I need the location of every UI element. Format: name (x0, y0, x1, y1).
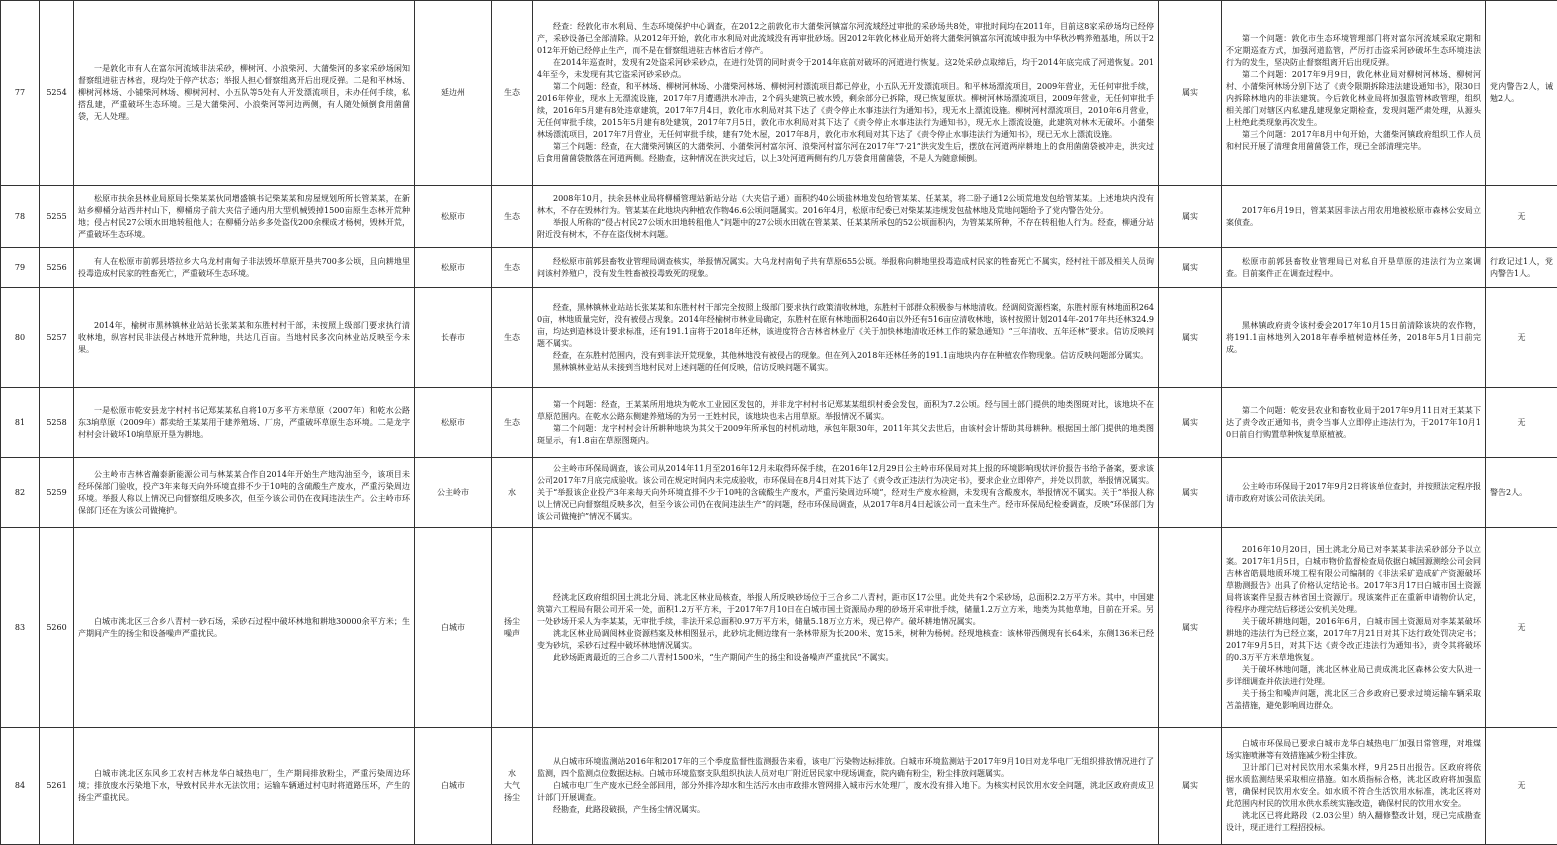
table-row (1, 458, 1557, 528)
pollution-type-cell: 生态 (492, 248, 533, 288)
admin-region-cell: 白城市 (415, 728, 492, 845)
case-id-cell: 5259 (40, 458, 74, 528)
table-row (1, 528, 1557, 728)
row-seq-cell: 80 (1, 288, 40, 388)
verdict-cell: 属实 (1159, 186, 1222, 248)
admin-region-cell: 松原市 (415, 186, 492, 248)
table-row (1, 728, 1557, 845)
table-row (1, 1, 1557, 186)
accountability-cell: 党内警告2人，诫勉2人。 (1486, 1, 1557, 186)
table-row (1, 248, 1557, 288)
row-seq-cell: 78 (1, 186, 40, 248)
table-row (1, 186, 1557, 248)
accountability-cell: 无 (1486, 728, 1557, 845)
rectification-cell: 黑林镇政府责令该村委会2017年10月15日前清除该块的农作物，将191.1亩林地列入2018年春季植树造林任务，2018年5月1日前完成。 (1222, 288, 1486, 388)
admin-region-cell: 延边州 (415, 1, 492, 186)
complaint-cell: 公主岭市吉林省瀚泰新能源公司与林某某合作自2014年开始生产地沟油至今，该项目未经环保部门验收，投产3年来每天向外环境直排不少于10吨的含硫酸生产废水，严重污染周边环境。举报人称以上情况已向督察组反映多次，但至今该公司仍在夜间违法生产。公主岭市环保部门还在为该公司做掩护。 (74, 458, 415, 528)
table-row (1, 288, 1557, 388)
row-seq-cell: 83 (1, 528, 40, 728)
accountability-cell: 警告2人。 (1486, 458, 1557, 528)
admin-region-cell: 长春市 (415, 288, 492, 388)
verdict-cell: 属实 (1159, 388, 1222, 458)
rectification-cell: 2016年10月20日，国土洮北分局已对李某某非法采砂部分予以立案。2017年1月5日，白城市物价监督检查局依据白城国源测绘公司会同吉林省皓晨地质环境工程有限公司编制的《非法采矿造成矿产资源破坏草勘测报告》出具了价格认定结论书。2017年3月17日白城市国土资源局将该案件呈报吉林省国土资源厅。现该案件正在重新申请物价认定，待程序办理完结后移送公安机关处理。 关于破坏耕地问题，2016年6月，白城市国土资源局对李某某破坏耕地的违法行为已经立案，2017年7月21日对其下达行政处罚决定书；2017年9月5日，对其下达《责令改正违法行为通知书》，责令其将破坏的0.3万平方米草地恢复。 关于破坏林地问题，洮北区林业局已责成洮北区森林公安大队进一步详细调查并依法进行处理。 关于扬尘和噪声问题，洮北区三合乡政府已要求过境运输车辆采取苫盖措施，避免影响周边群众。 (1222, 528, 1486, 728)
complaint-cell: 一是松原市乾安县龙字村村书记郑某某私自将10万多平方米草原（2007年）和乾水公路东3垧草原（2009年）都卖给王某某用于建养殖场、厂房，严重破坏草原生态环境。二是龙字村村会计破坏10垧草原开垦为耕地。 (74, 388, 415, 458)
verdict-cell: 属实 (1159, 528, 1222, 728)
investigation-cell: 经洮北区政府组织国土洮北分局、洮北区林业局核查，举报人所反映砂场位于三合乡二八青村，距市区17公里。此处共有2个采砂场，总面积2.2万平方米。其中，中国建筑第六工程局有限公司开采一处，面积1.2万平方米，于2017年7月10日在白城市国土资源局办理的砂场开采审批手续，储量1.2万立方米，地类为其他草地，目前在开采。另一处砂场开采人为李某某，无审批手续，非法开采总面积0.97万平方米，储量5.18万立方米，现已停产。破坏耕地情况属实。 洮北区林业局调阅林业资源档案及林相图显示，此砂坑北侧边缘有一条林带原为长200米、宽15米，树种为杨树。经现地核查：该林带西侧现有长64米，东侧136米已经变为砂坑，采砂石过程中破坏林地情况属实。 此砂场距离最近的三合乡二八青村1500米，“生产期间产生的扬尘和设备噪声严重扰民”不属实。 (533, 528, 1159, 728)
complaint-cell: 白城市洮北区东风乡工农村吉林龙华白城热电厂，生产期间排放粉尘，严重污染周边环境；排放废水污染地下水，导致村民井水无法饮用；运输车辆通过村屯时将道路压坏，产生的扬尘严重扰民。 (74, 728, 415, 845)
case-id-cell: 5261 (40, 728, 74, 845)
investigation-cell: 2008年10月，扶余县林业局将柳桶管理站新站分站（大夹信子通）面积约40公顷盐林地发包给管某某、任某某，将二卧子通12公顷荒地发包给管某某。上述地块内没有林木，不存在毁林行为。管某某在此地块内种植农作物46.6公顷问题属实。2016年4月，松原市纪委已对柴某某违规发包盐林地及荒地问题给予了党内警告处分。 举报人所称的“侵占村民27公顷水田地转租他人”问题中的27公顷水田就在管某某、任某某所承包的52公顷面积内，为管某某所种，不存在转租他人行为。经查，柳通分站附近没有树木，不存在盗伐树木问题。 (533, 186, 1159, 248)
investigation-cell: 公主岭市环保局调查，该公司从2014年11月至2016年12月未取得环保手续，在2016年12月29日公主岭市环保局对其上报的环境影响现状评价报告书给予备案，要求该公司2017年7月底完成验收。该公司在规定时间内未完成验收，市环保局在8月4日对其下达了《责令改正违法行为决定书》，要求企业立即停产，并处以罚款，举报情况属实。关于“举报该企业投产3年来每天向外环境直排不少于10吨的含硫酸生产废水，严重污染周边环境”，经对生产废水检测，未发现有含酸废水，举报情况不属实。关于“举报人称以上情况已向督察组反映多次，但至今该公司仍在夜间违法生产”的问题，经市环保局调查，从2017年8月4日起该公司一直未生产。经市环保局纪检委调查，反映“环保部门为该公司做掩护”情况不属实。 (533, 458, 1159, 528)
row-seq-cell: 82 (1, 458, 40, 528)
rectification-cell: 松原市前郭县畜牧业管理局已对私自开垦草原的违法行为立案调查。目前案件正在调查过程中。 (1222, 248, 1486, 288)
case-id-cell: 5255 (40, 186, 74, 248)
complaint-cell: 松原市扶余县林业局原局长柴某某伙同增盛镇书记柴某某和房屋规划所所长管某某，在新站乡柳桶分站西井村山下，柳桶房子前大夹信子通内用大型机械毁掉1500亩原生态林开荒种地；侵占村民27公顷水田地转租他人；在柳桶分站乡多处盗伐200余棵成才杨树，毁林开荒，严重破坏生态环境。 (74, 186, 415, 248)
complaint-cell: 白城市洮北区三合乡八青村一砂石场，采砂石过程中破坏林地和耕地30000余平方米；生产期间产生的扬尘和设备噪声严重扰民。 (74, 528, 415, 728)
admin-region-cell: 公主岭市 (415, 458, 492, 528)
case-id-cell: 5258 (40, 388, 74, 458)
verdict-cell: 属实 (1159, 728, 1222, 845)
table-row (1, 388, 1557, 458)
row-seq-cell: 77 (1, 1, 40, 186)
row-seq-cell: 84 (1, 728, 40, 845)
rectification-cell: 2017年6月19日，管某某因非法占用农用地被松原市森林公安局立案侦查。 (1222, 186, 1486, 248)
accountability-cell: 无 (1486, 288, 1557, 388)
verdict-cell: 属实 (1159, 1, 1222, 186)
investigation-cell: 第一个问题：经查，王某某所用地块为乾水工业园区发包的，并非龙字村村书记郑某某组织村委会发包，面积为7.2公顷。经与国土部门提供的地类图斑对比，该地块不在草原范围内。在乾水公路东侧建养殖场的为另一王姓村民，该地块也未占用草原。举报情况不属实。 第二个问题：龙字村村会计所耕种地块为其父于2009年所承包的村机动地，承包年限30年，2011年其父去世后，由该村会计帮助其母耕种。根据国土部门提供的地类图斑显示，有1.8亩在草原图斑内。 (533, 388, 1159, 458)
rectification-cell: 第一个问题：敦化市生态环境管理部门将对富尔河流域采取定期和不定期巡查方式，加强河道监管，严厉打击盗采河砂破坏生态环境违法行为的发生，坚决防止督察组离开后出现反弹。 第二个问题：2017年9月9日，敦化林业局对柳树河林场、柳树河村、小蒲柴河林场分别下达了《责令限期拆除违法建设通知书》，限30日内拆除林地内的非法建筑。今后敦化林业局将加强监管林政管理，组织相关部门对辖区内私建乱建现象定期检查，发现问题严肃处理，从源头上杜绝此类现象再次发生。 第三个问题：2017年8月中旬开始，大蒲柴河镇政府组织工作人员和村民开展了清理食用菌菌袋工作，现已全部清理完毕。 (1222, 1, 1486, 186)
admin-region-cell: 松原市 (415, 248, 492, 288)
accountability-cell: 行政记过1人，党内警告1人。 (1486, 248, 1557, 288)
admin-region-cell: 白城市 (415, 528, 492, 728)
complaint-cell: 有人在松原市前郭县塔拉乡大乌龙村南甸子非法毁坏草原开垦共700多公顷，且向耕地里投毒造成村民家的牲畜死亡，严重破坏生态环境。 (74, 248, 415, 288)
complaint-cell: 一是敦化市有人在富尔河流域非法采砂，柳树河、小浪柴河、大蒲柴河的多家采砂场闲知督察组进驻吉林省，现均处于停产状态；举报人担心督察组离开后出现反弹。二是和平林场、柳树河林场、小铺柴河林场、柳树河村、小五队等5处有人开发漂流项目，未办任何手续，私搭乱建，严重破坏生态环境。三是大蒲柴河、小浪柴河等河边两侧，有人随处倾倒食用菌菌袋，无人处理。 (74, 1, 415, 186)
pollution-type-cell: 水 大气 扬尘 (492, 728, 533, 845)
pollution-type-cell: 水 (492, 458, 533, 528)
row-seq-cell: 81 (1, 388, 40, 458)
table-body (1, 1, 1557, 845)
admin-region-cell: 松原市 (415, 388, 492, 458)
accountability-cell: 无 (1486, 388, 1557, 458)
rectification-cell: 第二个问题：乾安县农业和畜牧业局于2017年9月11日对王某某下达了责令改正通知书，责令当事人立即停止违法行为，于2017年10月10日前自行购置草种恢复草原植被。 (1222, 388, 1486, 458)
investigation-cell: 经松原市前郭县畜牧业管理局调查核实，举报情况属实。大乌龙村南甸子共有草原655公顷。举报称向耕地里投毒造成村民家的牲畜死亡不属实，经村社干部及相关人员询问该村养殖户，没有发生牲畜被投毒致死的现象。 (533, 248, 1159, 288)
investigation-cell: 经查：经敦化市水利局、生态环境保护中心调查，在2012之前敦化市大蒲柴河镇富尔河流域经过审批的采砂场共8处，审批时间均在2011年，目前这8家采砂场均已经停产，采砂设备已全部清除。从2012年开始，敦化市水利局对此流域没有再审批砂场。因2012年敦化林业局开始将大蒲柴河镇富尔河流域申报为中华秋沙鸭养殖基地，所以于2012年开始已经停止生产，而不是在督察组进驻吉林省后才停产。 在2014年巡查时，发现有2处盗采河砂采砂点，在进行处罚的同时责令于2014年底前对破坏的河道进行恢复。这2处采砂点取缔后，均于2014年底完成了河道恢复。2014年至今，未发现有其它盗采河砂采砂点。 第二个问题：经查，和平林场、柳树河林场、小蒲柴河林场、柳树河村漂流项目都已停业，小五队无开发漂流项目。和平林场漂流项目，2009年营业，无任何审批手续，2016年停业，现水上无漂流设施，2017年7月遭遇洪水冲击，2个码头建筑已被水毁，剩余部分已拆除，现已恢复原状。柳树河林场漂流项目，2009年营业，无任何审批手续，2016年5月建有8处违章建筑，2017年7月4日，敦化市水利局对其下达了《责令停止水事违法行为通知书》，现无水上漂流设施。柳树河村漂流项目，2010年6月营业，无任何审批手续，2015年5月建有8处建筑，2017年7月5日，敦化市水利局对其下达了《责令停止水事违法行为通知书》，现无水上漂流设施，此建筑对林木无破坏。小蒲柴林场漂流项目，2017年7月营业，无任何审批手续，建有7处木屋，2017年8月，敦化市水利局对其下达了《责令停止水事违法行为通知书》，现已无水上漂流设施。 第三个问题：经查，在大蒲柴河镇区的大蒲柴河、小蒲柴河村富尔河、浪柴河村富尔河在2017年“7·21”洪灾发生后，摆放在河道两岸耕地上的食用菌菌袋被冲走，洪灾过后食用菌菌袋散落在河道两侧。经勘查，这种情况在洪灾过后，以上3处河道两侧有约几万袋食用菌菌袋，不是人为随意倾倒。 (533, 1, 1159, 186)
case-id-cell: 5260 (40, 528, 74, 728)
verdict-cell: 属实 (1159, 248, 1222, 288)
verdict-cell: 属实 (1159, 288, 1222, 388)
accountability-cell: 无 (1486, 528, 1557, 728)
accountability-cell: 无 (1486, 186, 1557, 248)
pollution-type-cell: 生态 (492, 186, 533, 248)
complaint-cell: 2014年，榆树市黑林镇林业站站长张某某和东胜村村干部，未按照上级部门要求执行清收林地，纵容村民非法侵占林地开荒种地，共达几百亩。当地村民多次向林业站反映至今未果。 (74, 288, 415, 388)
rectification-cell: 公主岭市环保局于2017年9月2日将该单位查封，并按照法定程序报请市政府对该公司依法关闭。 (1222, 458, 1486, 528)
pollution-type-cell: 扬尘 噪声 (492, 528, 533, 728)
row-seq-cell: 79 (1, 248, 40, 288)
investigation-cell: 从白城市环境监测站2016年和2017年的三个季度监督性监测报告来看，该电厂污染物达标排放。白城市环境监测站于2017年9月10日对龙华电厂无组织排放情况进行了监测，四个监测点位数据达标。白城市环境监察支队组织执法人员对电厂附近居民家中现场调查，院内确有粉尘，粉尘排放问题属实。 白城市电厂生产废水已经全部回用，部分外排冷却水和生活污水由市政排水管网排入城市污水处理厂，废水没有排入地下。为核实村民饮用水安全问题，洮北区政府责成卫计部门开展调查。 经勘查，此路段破损，产生扬尘情况属实。 (533, 728, 1159, 845)
case-id-cell: 5257 (40, 288, 74, 388)
pollution-type-cell: 生态 (492, 1, 533, 186)
pollution-type-cell: 生态 (492, 288, 533, 388)
investigation-cell: 经查，黑林镇林业站站长张某某和东胜村村干部完全按照上级部门要求执行政策清收林地，东胜村干部群众积极参与林地清收。经调阅资源档案，东胜村原有林地面积2640亩，林地质量完好，没有被侵占现象。2014年经榆树市林业局确定，东胜村在原有林地面积2640亩以外还有516亩应清收林地，该村按照计划2014年-2017年共还林324.9亩，均达到造林设计要求标准，还有191.1亩将于2018年还林，该进度符合吉林省林业厅《关于加快林地清收还林工作的紧急通知》“三年清收、五年还林”要求。信访反映问题不属实。 经查，在东胜村范围内，没有到非法开荒现象，其他林地没有被侵占的现象。但在列入2018年还林任务的191.1亩地块内存在种植农作物现象。信访反映问题部分属实。 黑林镇林业站从未接到当地村民对上述问题的任何反映，信访反映问题不属实。 (533, 288, 1159, 388)
case-id-cell: 5256 (40, 248, 74, 288)
verdict-cell: 属实 (1159, 458, 1222, 528)
rectification-cell: 白城市环保局已要求白城市龙华白城热电厂加强日常管理，对堆煤场实施喷淋等有效措施减少粉尘排放。 卫计部门已对村民饮用水采集水样，9月25日出报告。区政府将依据水质监测结果采取相应措施。如水质指标合格，洮北区政府将加强监管，确保村民饮用水安全。如水质不符合生活饮用水标准，洮北区将对此范围内村民的饮用水供水系统实施改造，确保村民的饮用水安全。 洮北区已将此路段（2.03公里）纳入翻修整改计划，现已完成勘查设计，现正进行工程招投标。 (1222, 728, 1486, 845)
case-id-cell: 5254 (40, 1, 74, 186)
pollution-type-cell: 生态 (492, 388, 533, 458)
